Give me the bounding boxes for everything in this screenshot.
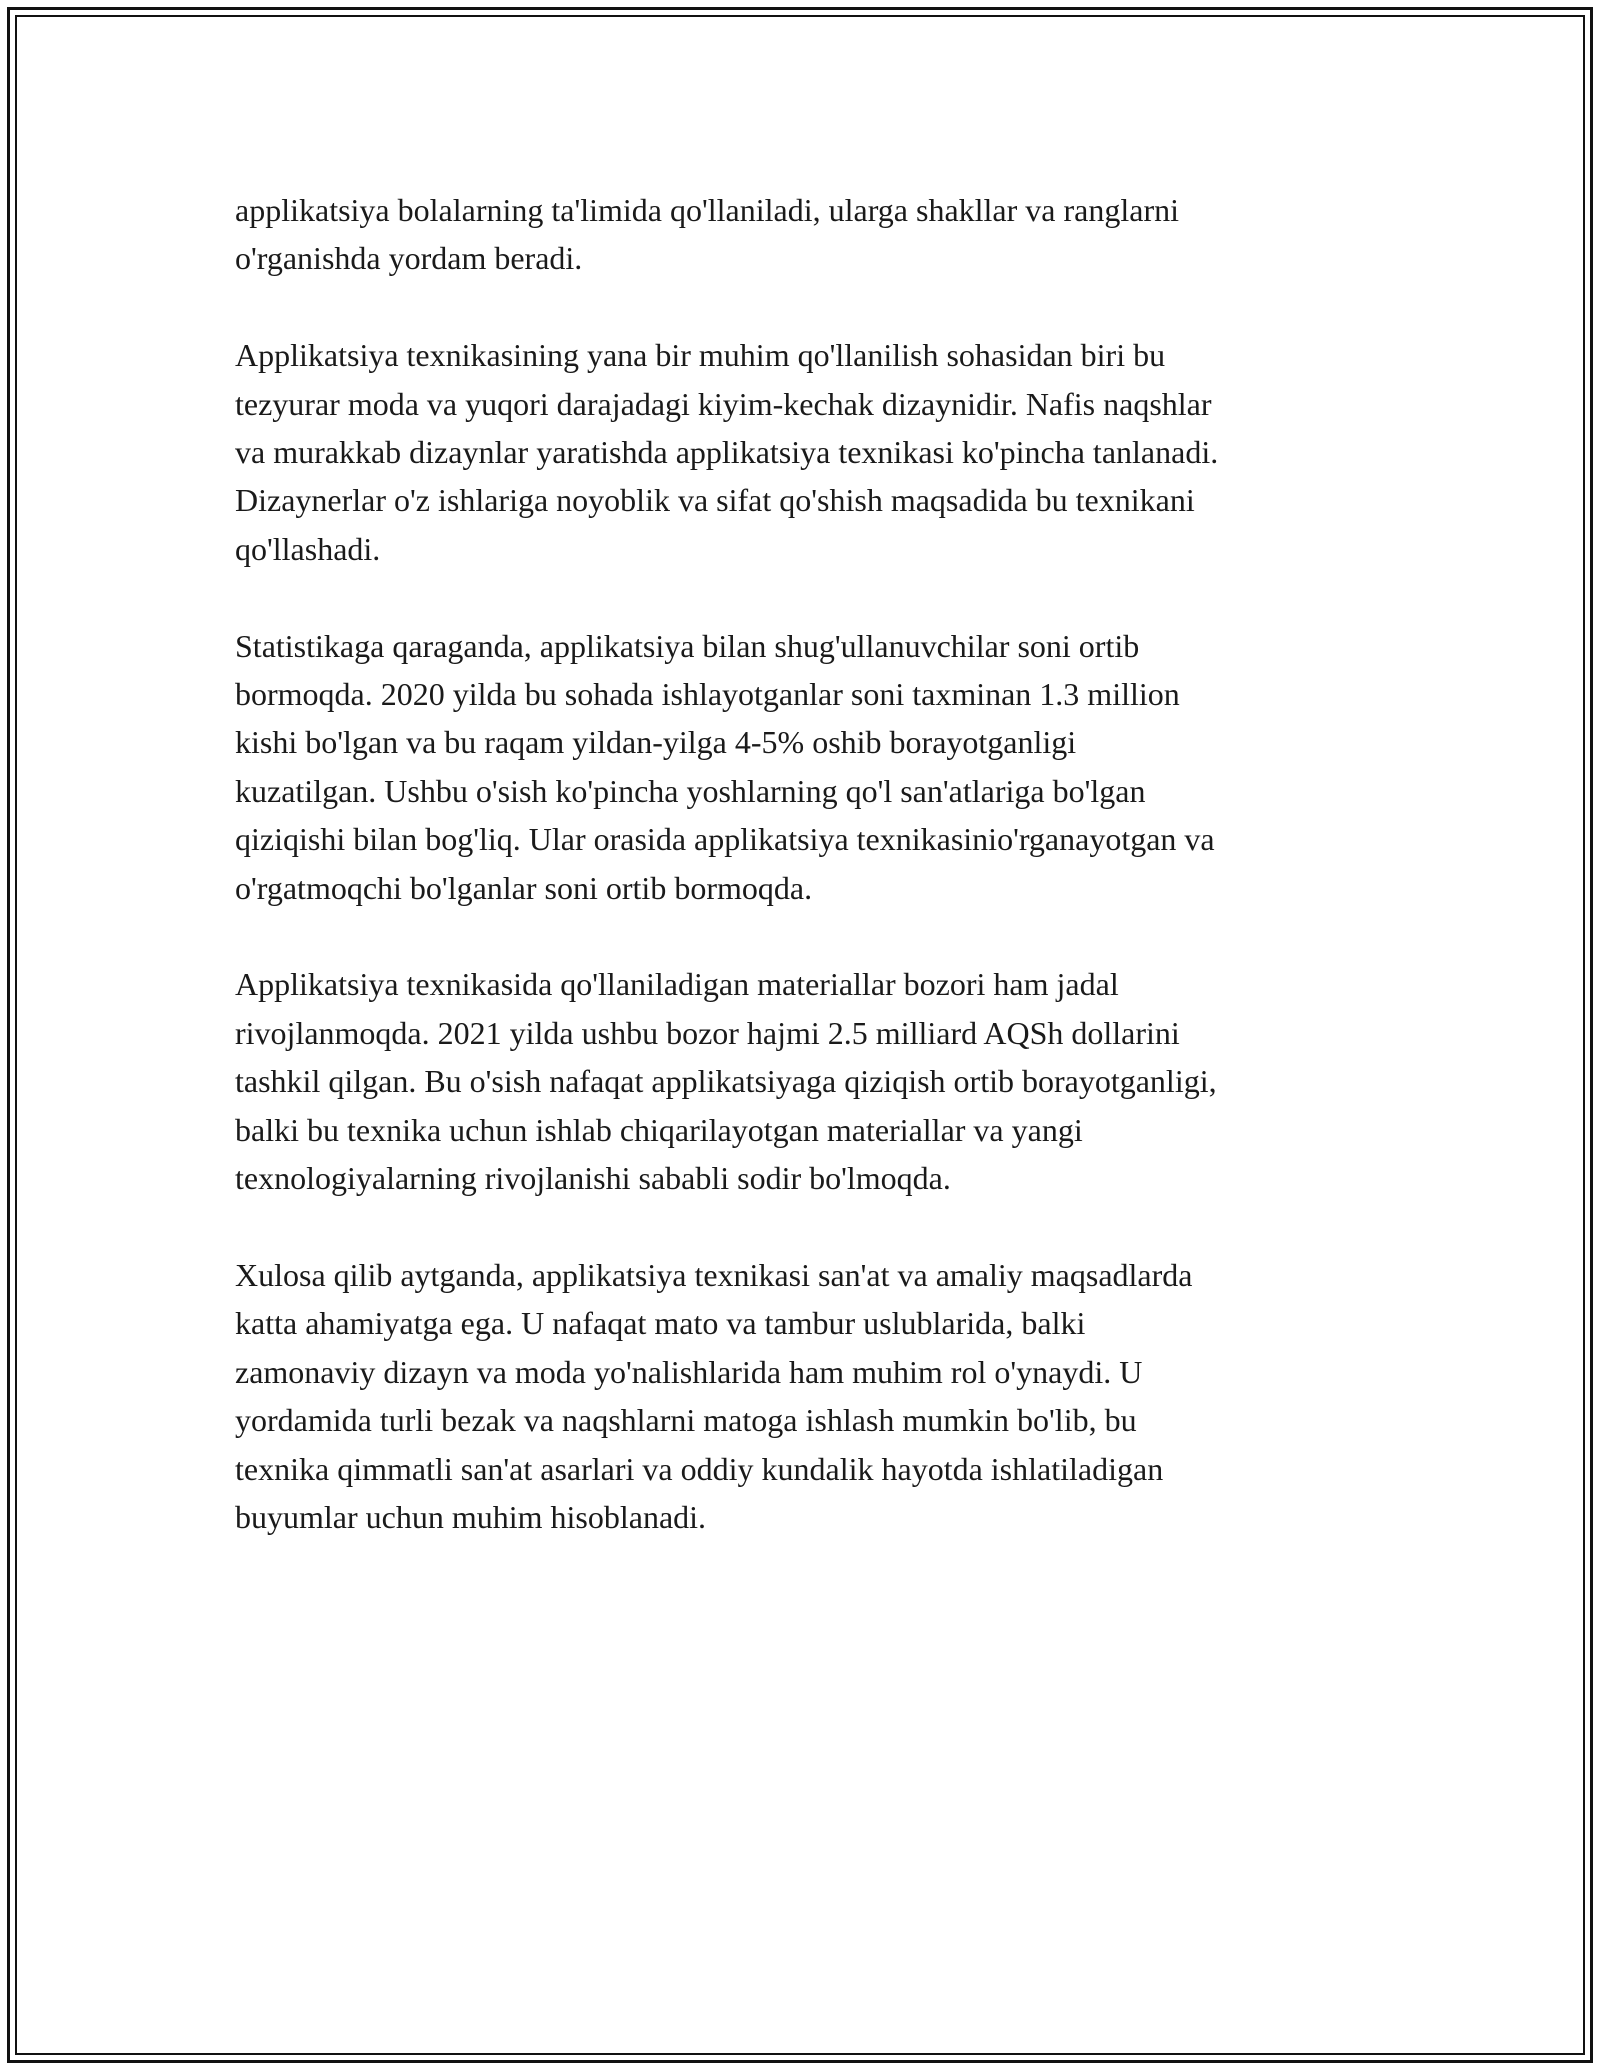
paragraph: Xulosa qilib aytganda, applikatsiya texnikasi san'at va amaliy maqsadlarda katta ahamiyatga ega. U nafaqat mato va tambur uslublarida, balki zamonaviy dizayn va moda yo'nalishlarida ham muhim rol o'ynaydi. U yordamida turli bezak va naqshlarni matoga ishlash mumkin bo'lib, bu texnika qimmatli san'at asarlari va oddiy kundalik hayotda ishlatiladigan buyumlar uchun muhim hisoblanadi.	[235, 1256, 1193, 1535]
paragraph: applikatsiya bolalarning ta'limida qo'llaniladi, ularga shakllar va ranglarni o'rganishda yordam beradi.	[235, 192, 1179, 277]
paragraph: Applikatsiya texnikasining yana bir muhim qo'llanilish sohasidan biri bu tezyurar moda va yuqori darajadagi kiyim-kechak dizaynidir. Nafis naqshlar va murakkab dizaynlar yaratishda applikatsiya texnikasi ko'pincha tanlanadi. Dizaynerlar o'z ishlariga noyoblik va sifat qo'shish maqsadida bu texnikani qo'llashadi.	[235, 337, 1219, 567]
paragraph: Statistikaga qaraganda, applikatsiya bilan shug'ullanuvchilar soni ortib bormoqda. 2020 yilda bu sohada ishlayotganlar soni taxminan 1.3 million kishi bo'lgan va bu raqam yildan-yilga 4-5% oshib borayotganligi kuzatilgan. Ushbu o'sish ko'pincha yoshlarning qo'l san'atlariga bo'lgan qiziqishi bilan bog'liq. Ular orasida applikatsiya texnikasinio'rganayotgan va o'rgatmoqchi bo'lganlar soni ortib bormoqda.	[235, 627, 1215, 906]
paragraph: Applikatsiya texnikasida qo'llaniladigan materiallar bozori ham jadal rivojlanmoqda. 2021 yilda ushbu bozor hajmi 2.5 milliard AQSh dollarini tashkil qilgan. Bu o'sish nafaqat applikatsiyaga qiziqish ortib borayotganligi, balki bu texnika uchun ishlab chiqarilayotgan materiallar va yangi texnologiyalarning rivojlanishi sababli sodir bo'lmoqda.	[235, 966, 1217, 1197]
document-body	[235, 186, 1385, 1590]
